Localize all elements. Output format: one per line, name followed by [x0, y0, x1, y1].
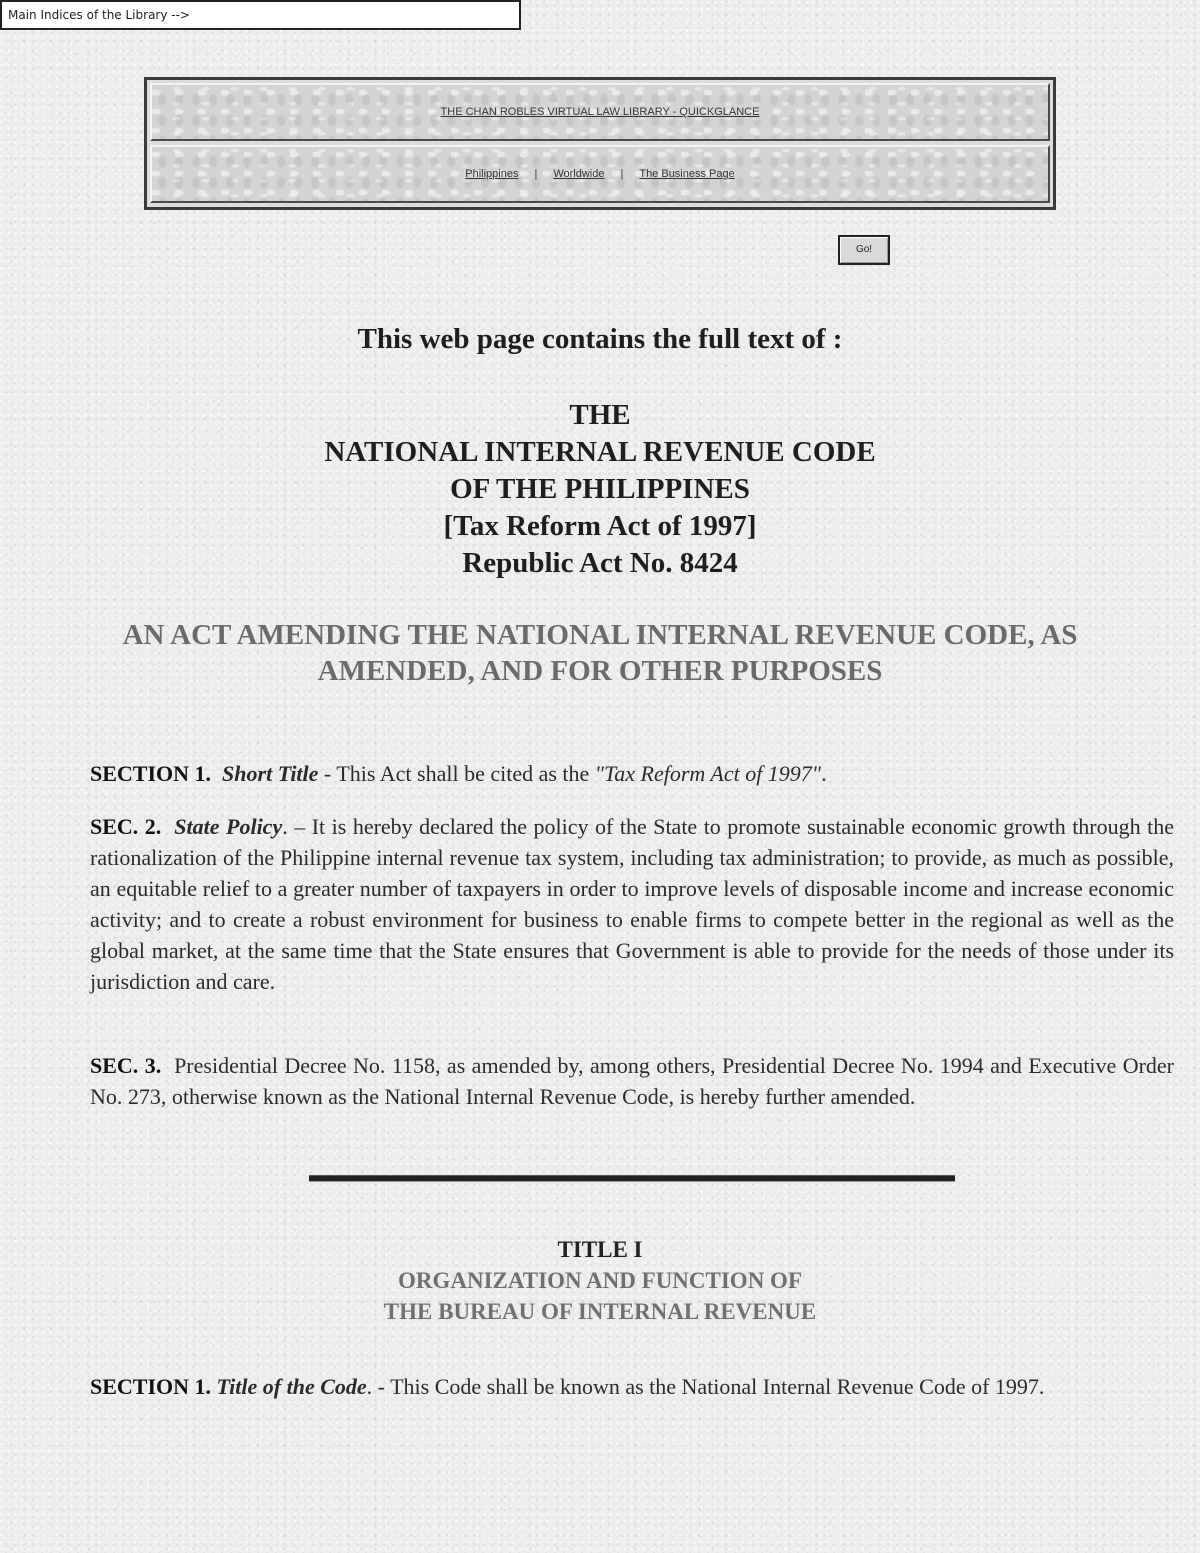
- nav-separator: |: [534, 168, 538, 180]
- section-text: . – It is hereby declared the policy of the State to promote sustainable economic growth through the rationalization of the Philippine internal revenue tax system, including tax administration; to provide, as much as possible, an equitable relief to a greater number of taxpayers in order to improve levels of disposable income and increase economic activity; and to create a robust environment for business to enable firms to compete better in the regional as well as the global market, at the same time that the State ensures that Government is able to provide for the needs of those under its jurisdiction and care.: [90, 814, 1175, 994]
- code-title-line: THE: [569, 399, 631, 431]
- title-subheading: THE BUREAU OF INTERNAL REVENUE: [383, 1299, 817, 1324]
- section-text: .: [821, 761, 827, 786]
- nav-links-row: [150, 145, 1050, 203]
- section-label: SEC. 3.: [90, 1053, 162, 1078]
- section-label: SECTION 1.: [90, 1374, 212, 1399]
- section-text: Presidential Decree No. 1158, as amended by, among others, Presidential Decree No. 1994 and Executive Order No. 273, otherwise known as the National Internal Revenue Code, is hereby further amended.: [90, 1053, 1175, 1109]
- title-label: TITLE I: [557, 1237, 643, 1262]
- section-label: SECTION 1.: [90, 761, 212, 786]
- section-2-paragraph: [90, 811, 1174, 997]
- section-label: SEC. 2.: [90, 814, 162, 839]
- library-nav-frame: [144, 77, 1056, 210]
- code-section-1-paragraph: [90, 1371, 1174, 1402]
- horizontal-divider: [309, 1175, 955, 1182]
- section-title: State Policy: [174, 814, 283, 839]
- quickglance-link[interactable]: THE CHAN ROBLES VIRTUAL LAW LIBRARY - QUICKGLANCE: [440, 106, 760, 118]
- nav-separator: |: [620, 168, 624, 180]
- library-index-selected-value: Main Indices of the Library -->: [8, 8, 190, 22]
- philippines-link[interactable]: Philippines: [465, 168, 519, 180]
- section-text: . - This Code shall be known as the National Internal Revenue Code of 1997.: [366, 1374, 1045, 1399]
- worldwide-link[interactable]: Worldwide: [553, 168, 605, 180]
- code-title-line: NATIONAL INTERNAL REVENUE CODE: [324, 436, 876, 468]
- section-title: Short Title: [222, 761, 319, 786]
- code-title-line: Republic Act No. 8424: [462, 547, 738, 579]
- section-3-paragraph: [90, 1050, 1174, 1112]
- act-heading: AN ACT AMENDING THE NATIONAL INTERNAL REVENUE CODE, AS AMENDED, AND FOR OTHER PURPOSES: [122, 619, 1078, 687]
- code-title-line: [Tax Reform Act of 1997]: [443, 510, 757, 542]
- section-text: - This Act shall be cited as the: [318, 761, 595, 786]
- title-i-block: [0, 1234, 1200, 1327]
- go-button[interactable]: Go!: [838, 235, 890, 265]
- code-title-line: OF THE PHILIPPINES: [450, 473, 750, 505]
- code-title-block: [0, 397, 1200, 582]
- nav-title-row: [150, 83, 1050, 141]
- intro-heading: This web page contains the full text of :: [357, 323, 843, 355]
- section-1-paragraph: [90, 758, 1174, 789]
- section-emphasis: "Tax Reform Act of 1997": [594, 761, 822, 786]
- business-page-link[interactable]: The Business Page: [639, 168, 735, 180]
- section-title: Title of the Code: [216, 1374, 367, 1399]
- title-subheading: ORGANIZATION AND FUNCTION OF: [397, 1268, 803, 1293]
- library-index-select[interactable]: [0, 0, 521, 30]
